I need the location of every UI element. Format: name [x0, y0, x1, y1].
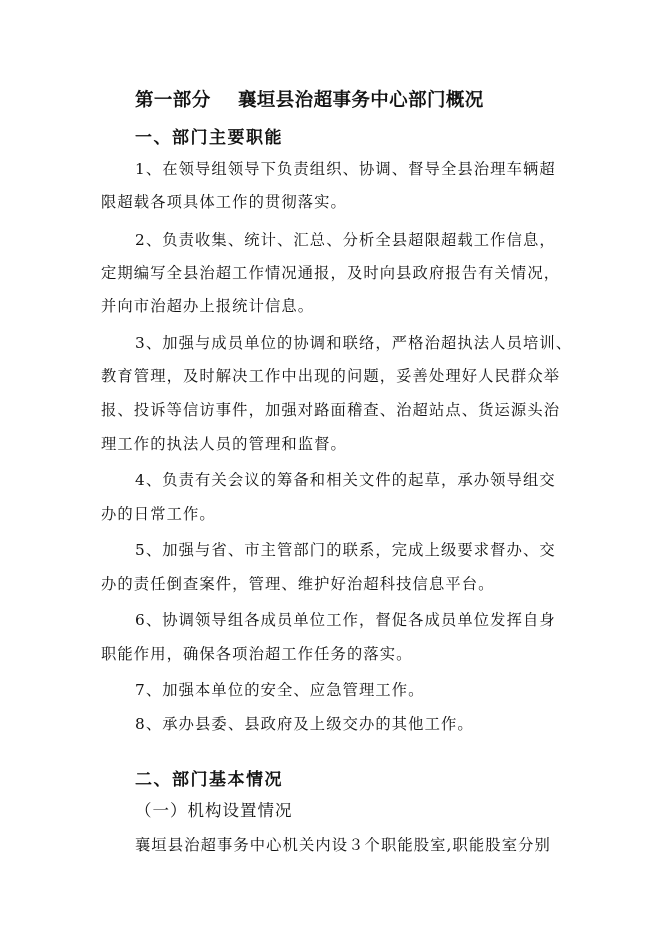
function-item-4-line-2: 办的日常工作。 [101, 505, 216, 523]
section-heading-basic-info: 二、部门基本情况 [135, 770, 283, 790]
function-item-1-line-2: 限超载各项具体工作的贯彻落实。 [101, 193, 347, 211]
function-item-7: 7、加强本单位的安全、应急管理工作。 [135, 681, 425, 699]
function-item-4-line-1: 4、负责有关会议的筹备和相关文件的起草，承办领导组交 [135, 471, 556, 489]
function-item-2-line-1: 2、负责收集、统计、汇总、分析全县超限超载工作信息， [135, 231, 556, 249]
function-item-2-line-3: 并向市治超办上报统计信息。 [101, 297, 315, 315]
function-item-6-line-1: 6、协调领导组各成员单位工作，督促各成员单位发挥自身 [135, 611, 556, 629]
function-item-5-line-2: 办的责任倒查案件，管理、维护好治超科技信息平台。 [101, 575, 495, 593]
function-item-3-line-4: 理工作的执法人员的管理和监督。 [101, 435, 347, 453]
section-heading-functions: 一、部门主要职能 [135, 128, 283, 148]
function-item-2-line-2: 定期编写全县治超工作情况通报，及时向县政府报告有关情况， [101, 264, 561, 282]
function-item-3-line-3: 报、投诉等信访事件，加强对路面稽查、治超站点、货运源头治 [101, 401, 561, 419]
function-item-3-line-1: 3、加强与成员单位的协调和联络，严格治超执法人员培训、 [135, 334, 573, 352]
function-item-6-line-2: 职能作用，确保各项治超工作任务的落实。 [101, 645, 413, 663]
organization-paragraph-line-1: 襄垣县治超事务中心机关内设３个职能股室,职能股室分别 [135, 836, 551, 854]
function-item-3-line-2: 教育管理，及时解决工作中出现的问题，妥善处理好人民群众举 [101, 367, 561, 385]
function-item-8: 8、承办县委、县政府及上级交办的其他工作。 [135, 715, 474, 733]
subsection-heading-organization: （一）机构设置情况 [135, 801, 293, 820]
function-item-1-line-1: 1、在领导组领导下负责组织、协调、督导全县治理车辆超 [135, 160, 556, 178]
function-item-5-line-1: 5、加强与省、市主管部门的联系，完成上级要求督办、交 [135, 541, 556, 559]
document-title: 第一部分 襄垣县治超事务中心部门概况 [135, 90, 484, 111]
